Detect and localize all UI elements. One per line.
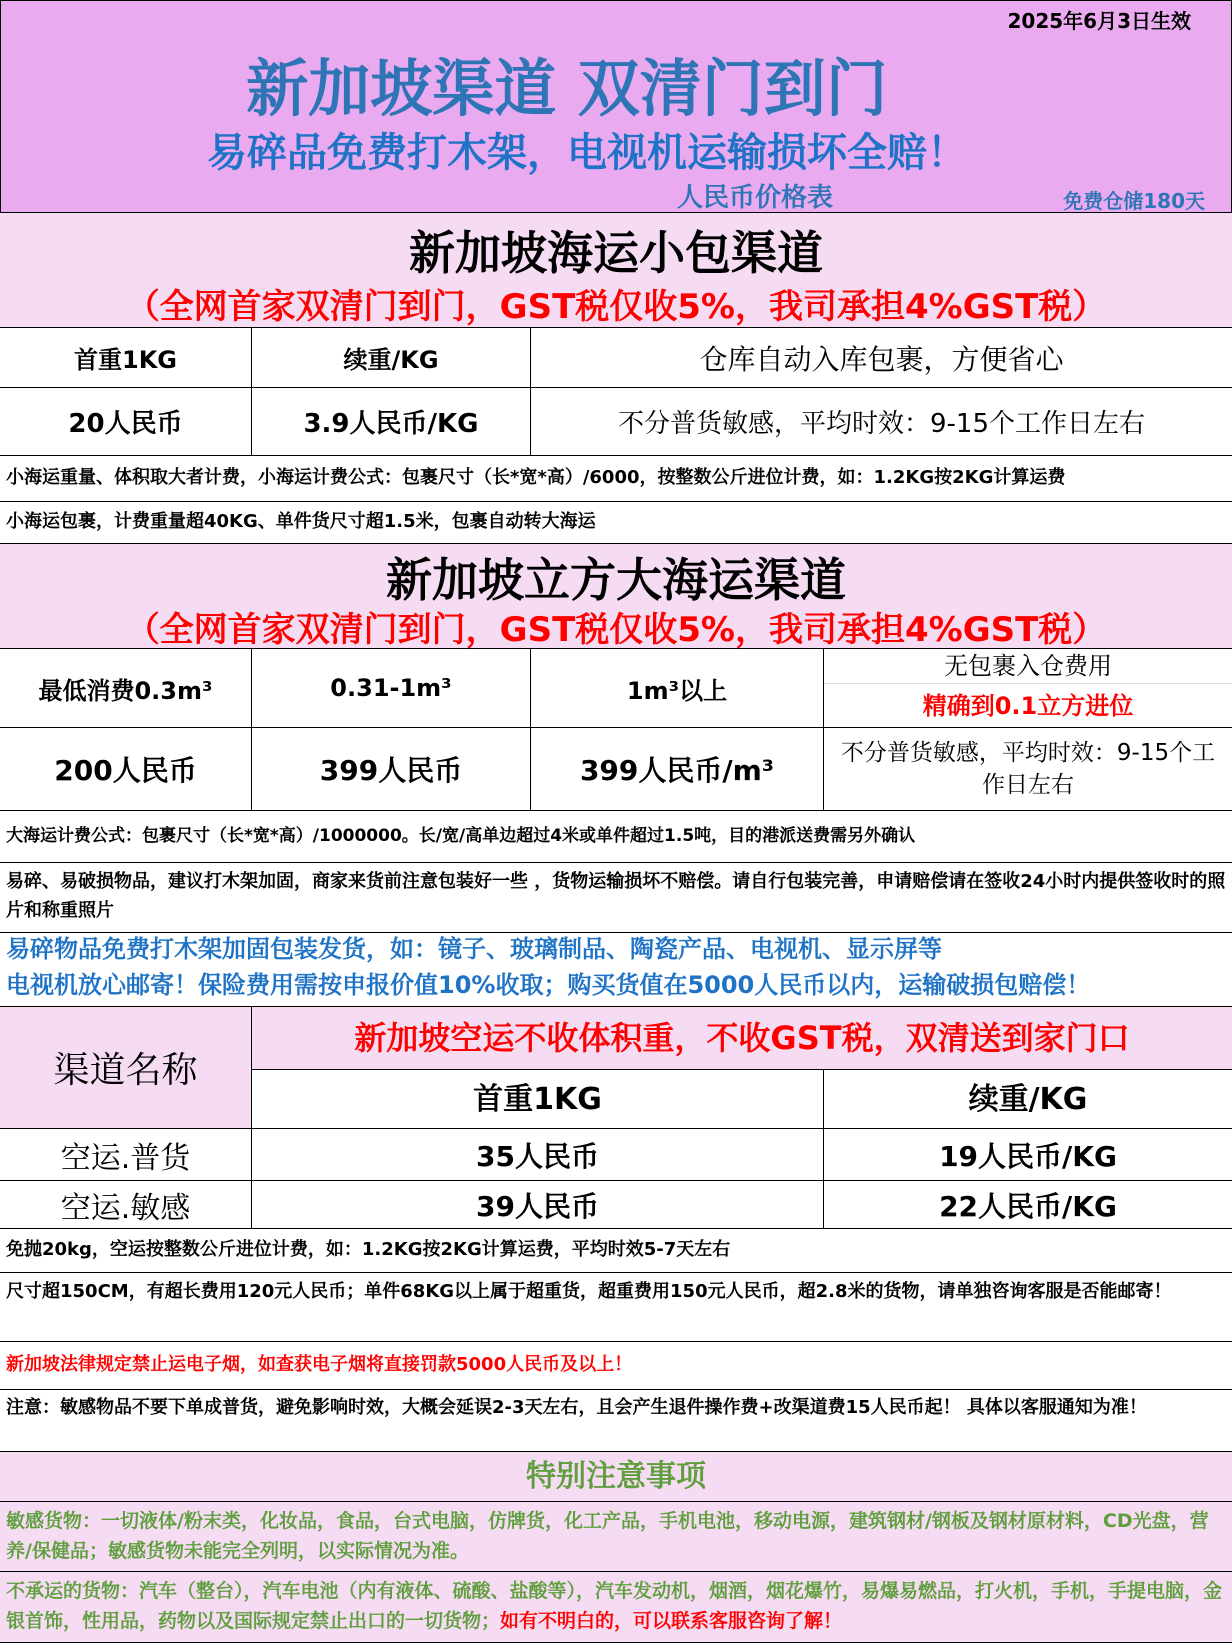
storage-label: 免费仓储180天 [1063, 189, 1205, 213]
small-sea-transfer-note: 小海运包裹，计费重量超40KG、单件货尺寸超1.5米，包裹自动转大海运 [0, 502, 1232, 544]
small-sea-warehouse-note: 仓库自动入库包裹，方便省心 [699, 342, 1064, 376]
big-sea-precision: 精确到0.1立方进位 [922, 692, 1134, 720]
small-sea-value-row [0, 388, 1232, 456]
air-title: 新加坡空运不收体积重，不收GST税，双清送到家门口 [252, 1007, 1232, 1070]
special-notice-title: 特别注意事项 [0, 1452, 1232, 1502]
price-table-label: 人民币价格表 [677, 183, 834, 213]
small-sea-subtitle: （全网首家双清门到门，GST税仅收5%，我司承担4%GST税） [125, 287, 1107, 327]
wood-frame-note: 易碎物品免费打木架加固包装发货，如：镜子、玻璃制品、陶瓷产品、电视机、显示屏等 [6, 935, 942, 963]
air-channel-label-cell [0, 1007, 252, 1129]
big-sea-mid-price: 399人民币 [252, 728, 531, 810]
page-subtitle: 易碎品免费打木架，电视机运输损坏全赔！ [207, 130, 967, 176]
air-general-name: 空运.普货 [0, 1129, 252, 1180]
air-channel-label: 渠道名称 [53, 1050, 198, 1091]
air-general-first-price: 35人民币 [252, 1129, 824, 1180]
small-sea-timing: 不分普货敏感，平均时效：9-15个工作日左右 [617, 409, 1145, 439]
big-sea-min-volume-header: 最低消费0.3m³ [0, 649, 252, 727]
big-sea-title-block [0, 544, 1232, 649]
air-first-weight-header: 首重1KG [252, 1070, 824, 1129]
big-sea-large-volume-header: 1m³以上 [531, 649, 824, 727]
e-cigarette-warning: 新加坡法律规定禁止运电子烟，如查获电子烟将直接罚款5000人民币及以上！ [0, 1342, 1232, 1390]
fragile-compensation-note: 易碎、易破损物品，建议打木架加固，商家来货前注意包装好一些 ，货物运输损坏不赔偿。请自行包装完善，申请赔偿请在签收24小时内提供签收时的照片和称重照片 [0, 863, 1232, 933]
big-sea-formula-note: 大海运计费公式：包裹尺寸（长*宽*高）/1000000。长/宽/高单边超过4米或单件超过1.5吨，目的港派送费需另外确认 [0, 811, 1232, 863]
air-extra-weight-header: 续重/KG [824, 1070, 1232, 1129]
big-sea-mid-volume-header: 0.31-1m³ [252, 649, 531, 727]
small-sea-first-weight-price: 20人民币 [0, 388, 252, 455]
small-sea-extra-weight-price: 3.9人民币/KG [252, 388, 531, 455]
air-table [0, 1007, 1232, 1229]
contact-service-note: 如有不明白的，可以联系客服咨询了解！ [500, 1610, 843, 1632]
sensitive-goods-warning: 注意：敏感物品不要下单成普货，避免影响时效，大概会延误2-3天左右，且会产生退件操作费+改渠道费15人民币起！ 具体以客服通知为准！ [0, 1390, 1232, 1452]
big-sea-subtitle: （全网首家双清门到门，GST税仅收5%，我司承担4%GST税） [125, 610, 1107, 650]
air-sensitive-name: 空运.敏感 [0, 1181, 252, 1228]
air-row-general [0, 1129, 1232, 1181]
small-sea-formula-note: 小海运重量、体积取大者计费，小海运计费公式：包裹尺寸（长*宽*高）/6000，按整数公斤进位计费，如：1.2KG按2KG计算运费 [0, 456, 1232, 502]
big-sea-large-price: 399人民币/m³ [531, 728, 824, 810]
big-sea-min-price: 200人民币 [0, 728, 252, 810]
air-general-next-price: 19人民币/KG [939, 1139, 1117, 1173]
sensitive-goods-list: 敏感货物：一切液体/粉末类，化妆品，食品，台式电脑，仿牌货，化工产品，手机电池，移动电源，建筑钢材/钢板及钢材原材料，CD光盘，营养/保健品；敏感货物未能完全列明，以实际情况为准。 [0, 1502, 1232, 1572]
header-banner [0, 0, 1232, 213]
small-sea-header-row [0, 328, 1232, 388]
forbidden-goods-text: 不承运的货物：汽车（整台），汽车电池（内有液体、硫酸、盐酸等），汽车发动机，烟酒，烟花爆竹，易爆易燃品，打火机，手机，手提电脑，金银首饰，性用品，药物以及国际规定禁止出口的一切货物； [6, 1580, 1223, 1632]
big-sea-title: 新加坡立方大海运渠道 [386, 553, 846, 607]
big-sea-header-row [0, 649, 1232, 728]
tv-insurance-note: 电视机放心邮寄！保险费用需按申报价值10%收取；购买货值在5000人民币以内，运输破损包赔偿！ [0, 969, 1232, 1007]
air-oversize-note: 尺寸超150CM，有超长费用120元人民币；单件68KG以上属于超重货，超重费用150元人民币，超2.8米的货物，请单独咨询客服是否能邮寄！ [0, 1273, 1232, 1342]
effective-date: 2025年6月3日生效 [1007, 9, 1191, 33]
air-sensitive-first-price: 39人民币 [252, 1181, 824, 1228]
big-sea-no-fee: 无包裹入仓费用 [824, 649, 1232, 684]
air-sensitive-next-price: 22人民币/KG [939, 1189, 1117, 1223]
big-sea-value-row [0, 728, 1232, 811]
big-sea-timing: 不分普货敏感，平均时效：9-15个工作日左右 [840, 740, 1216, 798]
air-weight-note: 免抛20kg，空运按整数公斤进位计费，如：1.2KG按2KG计算运费，平均时效5-7天左右 [0, 1229, 1232, 1273]
air-row-sensitive [0, 1181, 1232, 1229]
forbidden-goods-list [0, 1572, 1232, 1643]
small-sea-first-weight-header: 首重1KG [0, 328, 252, 387]
page-title: 新加坡渠道 双清门到门 [246, 52, 888, 125]
small-sea-title: 新加坡海运小包渠道 [409, 226, 823, 280]
small-sea-extra-weight-header: 续重/KG [252, 328, 531, 387]
big-sea-extra-info [824, 649, 1232, 727]
small-sea-title-block [0, 213, 1232, 328]
